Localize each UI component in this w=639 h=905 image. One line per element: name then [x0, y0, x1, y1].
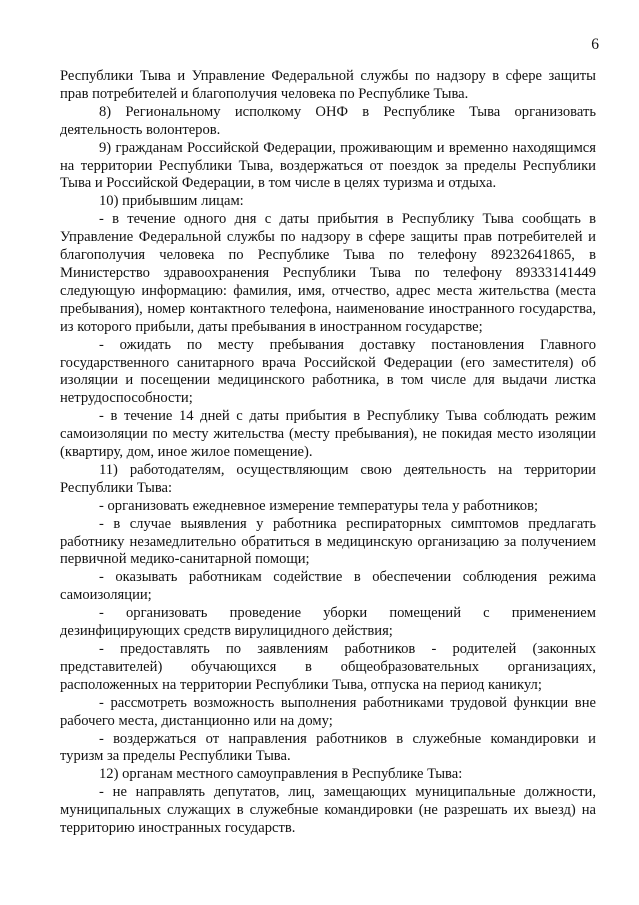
- paragraph-item-11-bullet-6: - рассмотреть возможность выполнения работниками трудовой функции вне рабочего места, дистанционно или на дому;: [60, 694, 596, 729]
- paragraph-item-11-bullet-5: - предоставлять по заявлениям работников - родителей (законных представителей) обучающихся в общеобразовательных организациях, расположенных на территории Республики Тыва, отпуска на период каникул;: [60, 641, 596, 693]
- paragraph-item-9: 9) гражданам Российской Федерации, проживающим и временно находящимся на территории Республики Тыва, воздержаться от поездок за пределы Республики Тыва и Российской Федерации, в том числе в целях туризма и отдыха.: [60, 139, 596, 192]
- paragraph-item-11-bullet-4: - организовать проведение уборки помещений с применением дезинфицирующих средств вирулицидного действия;: [60, 605, 596, 640]
- paragraph-item-10: 10) прибывшим лицам:: [99, 193, 244, 210]
- paragraph-item-10-bullet-2: - ожидать по месту пребывания доставку постановления Главного государственного санитарного врача Российской Федерации (его заместителя) об изоляции и посещении медицинского работника, в том числе для выдачи листка нетрудоспособности;: [60, 336, 596, 407]
- paragraph-item-12-bullet-1: - не направлять депутатов, лиц, замещающих муниципальные должности, муниципальных служащих в служебные командировки (не разрешать их выезд) на территорию иностранных государств.: [60, 784, 596, 837]
- paragraph-continuation: Республики Тыва и Управление Федеральной службы по надзору в сфере защиты прав потребителей и благополучия человека по Республике Тыва.: [60, 68, 596, 102]
- paragraph-item-11-bullet-3: - оказывать работникам содействие в обеспечении соблюдения режима самоизоляции;: [60, 569, 596, 604]
- paragraph-item-12: 12) органам местного самоуправления в Республике Тыва:: [99, 766, 463, 783]
- document-body: [60, 68, 596, 838]
- paragraph-item-11: 11) работодателям, осуществляющим свою деятельность на территории Республики Тыва:: [60, 461, 596, 496]
- page-number: 6: [591, 36, 599, 53]
- paragraph-item-10-bullet-3: - в течение 14 дней с даты прибытия в Республику Тыва соблюдать режим самоизоляции по месту жительства (месту пребывания), не покидая место изоляции (квартиру, дом, иное жилое помещение).: [60, 408, 596, 461]
- paragraph-item-11-bullet-2: - в случае выявления у работника респираторных симптомов предлагать работнику незамедлительно обратиться в медицинскую организацию за получением первичной медико-санитарной помощи;: [60, 515, 596, 568]
- paragraph-item-11-bullet-1: - организовать ежедневное измерение температуры тела у работников;: [99, 497, 539, 514]
- paragraph-item-8: 8) Региональному исполкому ОНФ в Республике Тыва организовать деятельность волонтеров.: [60, 103, 596, 138]
- paragraph-item-10-bullet-1: - в течение одного дня с даты прибытия в Республику Тыва сообщать в Управление Федеральной службы по надзору в сфере защиты прав потребителей и благополучия человека по Республике Тыва по телефону 89232641865, в Министерство здравоохранения Республики Тыва по телефону 89333141449 следующую информацию: фамилия, имя, отчество, адрес места жительства (места пребывания), номер контактного телефона, наименование иностранного государства, из которого прибыли, даты пребывания в иностранном государстве;: [60, 211, 596, 335]
- paragraph-item-11-bullet-7: - воздержаться от направления работников в служебные командировки и туризм за пределы Республики Тыва.: [60, 730, 596, 765]
